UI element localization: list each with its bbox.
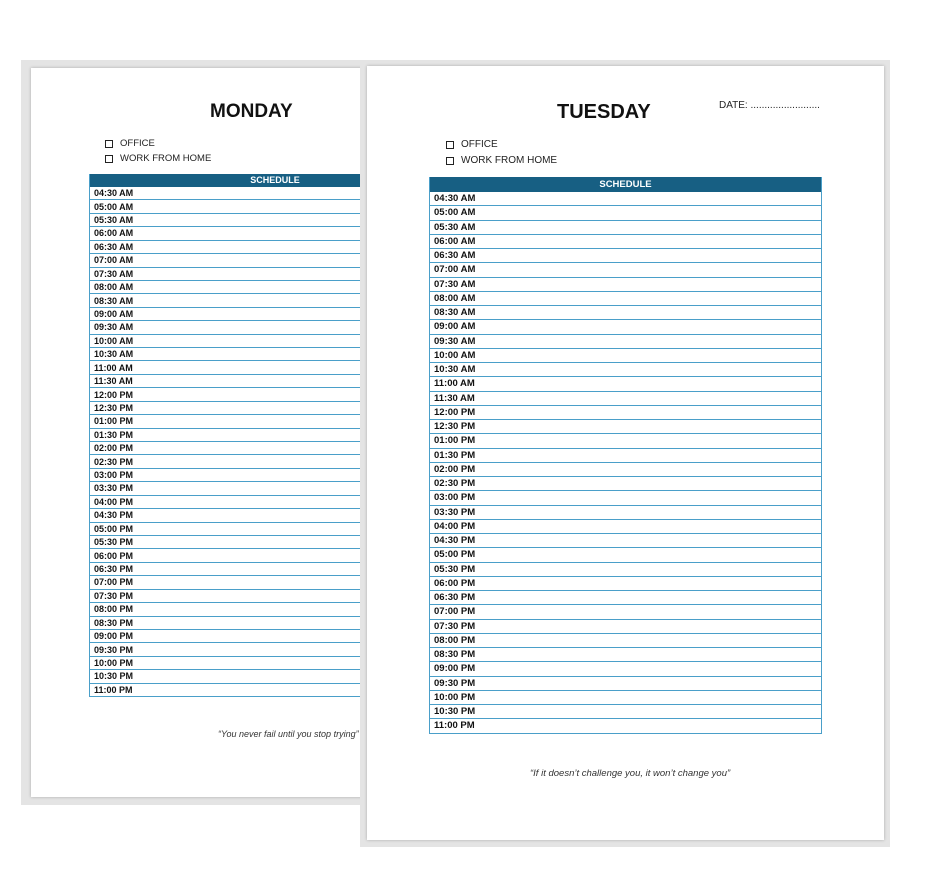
schedule-row[interactable]: 11:00 PM bbox=[430, 719, 821, 733]
schedule-row[interactable]: 06:00 PM bbox=[430, 577, 821, 591]
schedule-row[interactable]: 03:00 PM bbox=[90, 469, 460, 482]
schedule-row[interactable]: 03:30 PM bbox=[90, 482, 460, 495]
schedule-row[interactable]: 10:00 PM bbox=[90, 657, 460, 670]
schedule-row[interactable]: 09:30 PM bbox=[430, 677, 821, 691]
option-label: OFFICE bbox=[461, 139, 498, 150]
schedule-row[interactable]: 09:00 PM bbox=[430, 662, 821, 676]
schedule-row[interactable]: 10:00 PM bbox=[430, 691, 821, 705]
schedule-row[interactable]: 04:30 PM bbox=[430, 534, 821, 548]
schedule-header: SCHEDULE bbox=[90, 174, 460, 187]
schedule-row[interactable]: 08:00 PM bbox=[430, 634, 821, 648]
schedule-row[interactable]: 07:30 PM bbox=[90, 590, 460, 603]
schedule-row[interactable]: 07:00 PM bbox=[90, 576, 460, 589]
page-title: MONDAY bbox=[210, 101, 293, 122]
schedule-row[interactable]: 09:30 AM bbox=[90, 321, 460, 334]
schedule-row[interactable]: 06:00 AM bbox=[90, 227, 460, 240]
schedule-row[interactable]: 11:30 AM bbox=[430, 392, 821, 406]
option-label: WORK FROM HOME bbox=[120, 153, 212, 164]
schedule-row[interactable]: 05:30 PM bbox=[430, 563, 821, 577]
schedule-row[interactable]: 02:30 PM bbox=[430, 477, 821, 491]
schedule-row[interactable]: 02:30 PM bbox=[90, 455, 460, 468]
schedule-row[interactable]: 08:30 PM bbox=[430, 648, 821, 662]
schedule-row[interactable]: 02:00 PM bbox=[430, 463, 821, 477]
schedule-row[interactable]: 08:30 PM bbox=[90, 617, 460, 630]
schedule-row[interactable]: 07:30 PM bbox=[430, 620, 821, 634]
schedule-row[interactable]: 08:00 AM bbox=[90, 281, 460, 294]
schedule-row[interactable]: 11:30 AM bbox=[90, 375, 460, 388]
schedule-row[interactable]: 06:00 PM bbox=[90, 549, 460, 562]
schedule-row[interactable]: 05:30 AM bbox=[430, 221, 821, 235]
schedule-row[interactable]: 06:00 AM bbox=[430, 235, 821, 249]
schedule-row[interactable]: 09:00 AM bbox=[90, 308, 460, 321]
option-office[interactable] bbox=[105, 138, 155, 149]
schedule-row[interactable]: 05:30 PM bbox=[90, 536, 460, 549]
schedule-row[interactable]: 01:30 PM bbox=[430, 449, 821, 463]
option-label: WORK FROM HOME bbox=[461, 155, 558, 166]
schedule-row[interactable]: 01:00 PM bbox=[90, 415, 460, 428]
tuesday-page bbox=[367, 66, 884, 840]
schedule-row[interactable]: 04:00 PM bbox=[90, 496, 460, 509]
schedule-row[interactable]: 01:30 PM bbox=[90, 429, 460, 442]
checkbox-icon[interactable] bbox=[105, 155, 113, 163]
schedule-row[interactable]: 10:00 AM bbox=[430, 349, 821, 363]
date-field[interactable]: DATE: ......................... bbox=[719, 100, 820, 111]
schedule-row[interactable]: 04:00 PM bbox=[430, 520, 821, 534]
option-work-from-home[interactable] bbox=[446, 155, 557, 166]
schedule-row[interactable]: 04:30 AM bbox=[430, 192, 821, 206]
schedule-row[interactable]: 06:30 PM bbox=[430, 591, 821, 605]
schedule-row[interactable]: 08:00 PM bbox=[90, 603, 460, 616]
schedule-row[interactable]: 09:30 AM bbox=[430, 335, 821, 349]
schedule-row[interactable]: 04:30 PM bbox=[90, 509, 460, 522]
option-work-from-home[interactable] bbox=[105, 153, 211, 164]
schedule-row[interactable]: 10:30 PM bbox=[430, 705, 821, 719]
schedule-row[interactable]: 12:00 PM bbox=[90, 388, 460, 401]
schedule-row[interactable]: 11:00 PM bbox=[90, 684, 460, 697]
schedule-row[interactable]: 09:30 PM bbox=[90, 643, 460, 656]
schedule-row[interactable]: 05:00 AM bbox=[430, 206, 821, 220]
option-office[interactable] bbox=[446, 139, 498, 150]
schedule-row[interactable]: 02:00 PM bbox=[90, 442, 460, 455]
schedule-rows bbox=[430, 192, 821, 734]
schedule-row[interactable]: 10:30 AM bbox=[430, 363, 821, 377]
checkbox-icon[interactable] bbox=[446, 157, 454, 165]
schedule-row[interactable]: 10:30 AM bbox=[90, 348, 460, 361]
checkbox-icon[interactable] bbox=[446, 141, 454, 149]
checkbox-icon[interactable] bbox=[105, 140, 113, 148]
schedule-row[interactable]: 12:30 PM bbox=[90, 402, 460, 415]
schedule-row[interactable]: 08:00 AM bbox=[430, 292, 821, 306]
schedule-row[interactable]: 05:00 AM bbox=[90, 200, 460, 213]
schedule-row[interactable]: 06:30 AM bbox=[90, 241, 460, 254]
schedule-row[interactable]: 05:00 PM bbox=[430, 548, 821, 562]
page-title: TUESDAY bbox=[557, 101, 651, 123]
quote: “You never fail until you stop trying” bbox=[218, 729, 359, 739]
schedule-table bbox=[429, 177, 822, 734]
schedule-row[interactable]: 01:00 PM bbox=[430, 434, 821, 448]
schedule-row[interactable]: 05:00 PM bbox=[90, 523, 460, 536]
schedule-row[interactable]: 10:30 PM bbox=[90, 670, 460, 683]
schedule-row[interactable]: 09:00 AM bbox=[430, 320, 821, 334]
option-label: OFFICE bbox=[120, 138, 155, 149]
schedule-row[interactable]: 05:30 AM bbox=[90, 214, 460, 227]
schedule-row[interactable]: 11:00 AM bbox=[430, 377, 821, 391]
schedule-row[interactable]: 11:00 AM bbox=[90, 361, 460, 374]
schedule-row[interactable]: 04:30 AM bbox=[90, 187, 460, 200]
schedule-row[interactable]: 07:00 PM bbox=[430, 605, 821, 619]
schedule-row[interactable]: 03:00 PM bbox=[430, 491, 821, 505]
schedule-row[interactable]: 06:30 PM bbox=[90, 563, 460, 576]
schedule-row[interactable]: 07:00 AM bbox=[90, 254, 460, 267]
schedule-row[interactable]: 06:30 AM bbox=[430, 249, 821, 263]
schedule-row[interactable]: 12:30 PM bbox=[430, 420, 821, 434]
schedule-row[interactable]: 07:30 AM bbox=[430, 278, 821, 292]
schedule-row[interactable]: 03:30 PM bbox=[430, 506, 821, 520]
schedule-row[interactable]: 07:00 AM bbox=[430, 263, 821, 277]
schedule-row[interactable]: 09:00 PM bbox=[90, 630, 460, 643]
schedule-row[interactable]: 10:00 AM bbox=[90, 335, 460, 348]
schedule-row[interactable]: 08:30 AM bbox=[430, 306, 821, 320]
quote: “If it doesn’t challenge you, it won’t change you” bbox=[530, 768, 731, 779]
schedule-header: SCHEDULE bbox=[430, 177, 821, 192]
schedule-row[interactable]: 12:00 PM bbox=[430, 406, 821, 420]
schedule-row[interactable]: 07:30 AM bbox=[90, 268, 460, 281]
schedule-row[interactable]: 08:30 AM bbox=[90, 294, 460, 307]
